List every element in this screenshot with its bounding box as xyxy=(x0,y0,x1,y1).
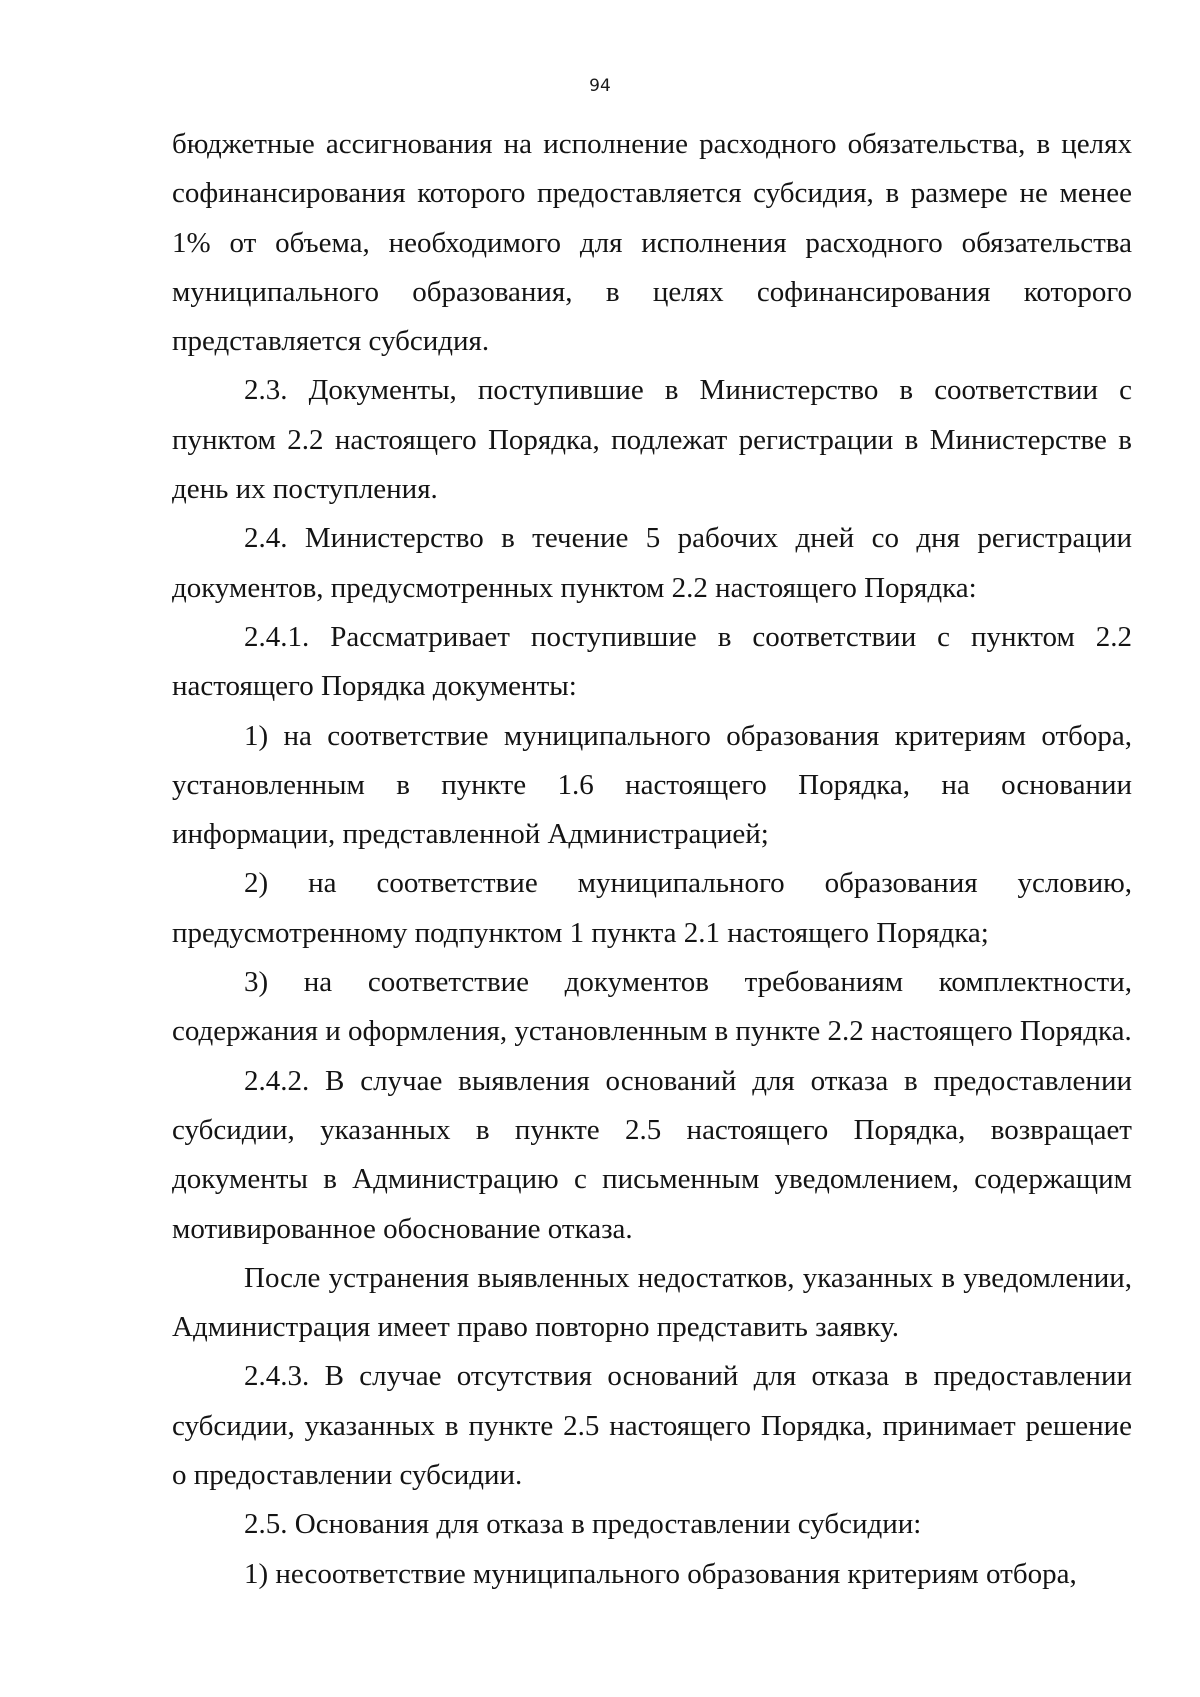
paragraph-continuation: бюджетные ассигнования на исполнение расходного обязательства, в целях софинансирования которого предоставляется субсидия, в размере не менее 1% от объема, необходимого для исполнения расходного обязательства муниципального образования, в целях софинансирования которого представляется субсидия. xyxy=(172,128,1132,358)
paragraph-2-4-1: 2.4.1. Рассматривает поступившие в соответствии с пунктом 2.2 настоящего Порядка документы: xyxy=(172,620,1132,703)
page-number: 94 xyxy=(589,76,611,96)
paragraph-2-4-2: 2.4.2. В случае выявления оснований для отказа в предоставлении субсидии, указанных в пункте 2.5 настоящего Порядка, возвращает документы в Администрацию с письменным уведомлением, содержащим мотивированное обоснование отказа. xyxy=(172,1064,1132,1245)
paragraph-2-4-3: 2.4.3. В случае отсутствия оснований для отказа в предоставлении субсидии, указанных в пункте 2.5 настоящего Порядка, принимает решение о предоставлении субсидии. xyxy=(172,1360,1132,1492)
list-item-2-4-1-1: 1) на соответствие муниципального образования критериям отбора, установленным в пункте 1.6 настоящего Порядка, на основании информации, представленной Администрацией; xyxy=(172,719,1132,851)
paragraph-2-4: 2.4. Министерство в течение 5 рабочих дней со дня регистрации документов, предусмотренных пунктом 2.2 настоящего Порядка: xyxy=(172,522,1132,604)
paragraph-2-3: 2.3. Документы, поступившие в Министерство в соответствии с пунктом 2.2 настоящего Порядка, подлежат регистрации в Министерстве в день их поступления. xyxy=(172,374,1132,506)
paragraph-2-4-2-resubmission: После устранения выявленных недостатков, указанных в уведомлении, Администрация имеет право повторно представить заявку. xyxy=(172,1261,1132,1344)
list-item-2-5-1: 1) несоответствие муниципального образования критериям отбора, xyxy=(244,1557,1077,1590)
paragraph-2-5: 2.5. Основания для отказа в предоставлении субсидии: xyxy=(244,1508,922,1541)
document-body xyxy=(172,120,1132,1599)
list-item-2-4-1-2: 2) на соответствие муниципального образования условию, предусмотренному подпунктом 1 пункта 2.1 настоящего Порядка; xyxy=(172,867,1132,949)
list-item-2-4-1-3: 3) на соответствие документов требованиям комплектности, содержания и оформления, установленным в пункте 2.2 настоящего Порядка. xyxy=(172,966,1132,1048)
